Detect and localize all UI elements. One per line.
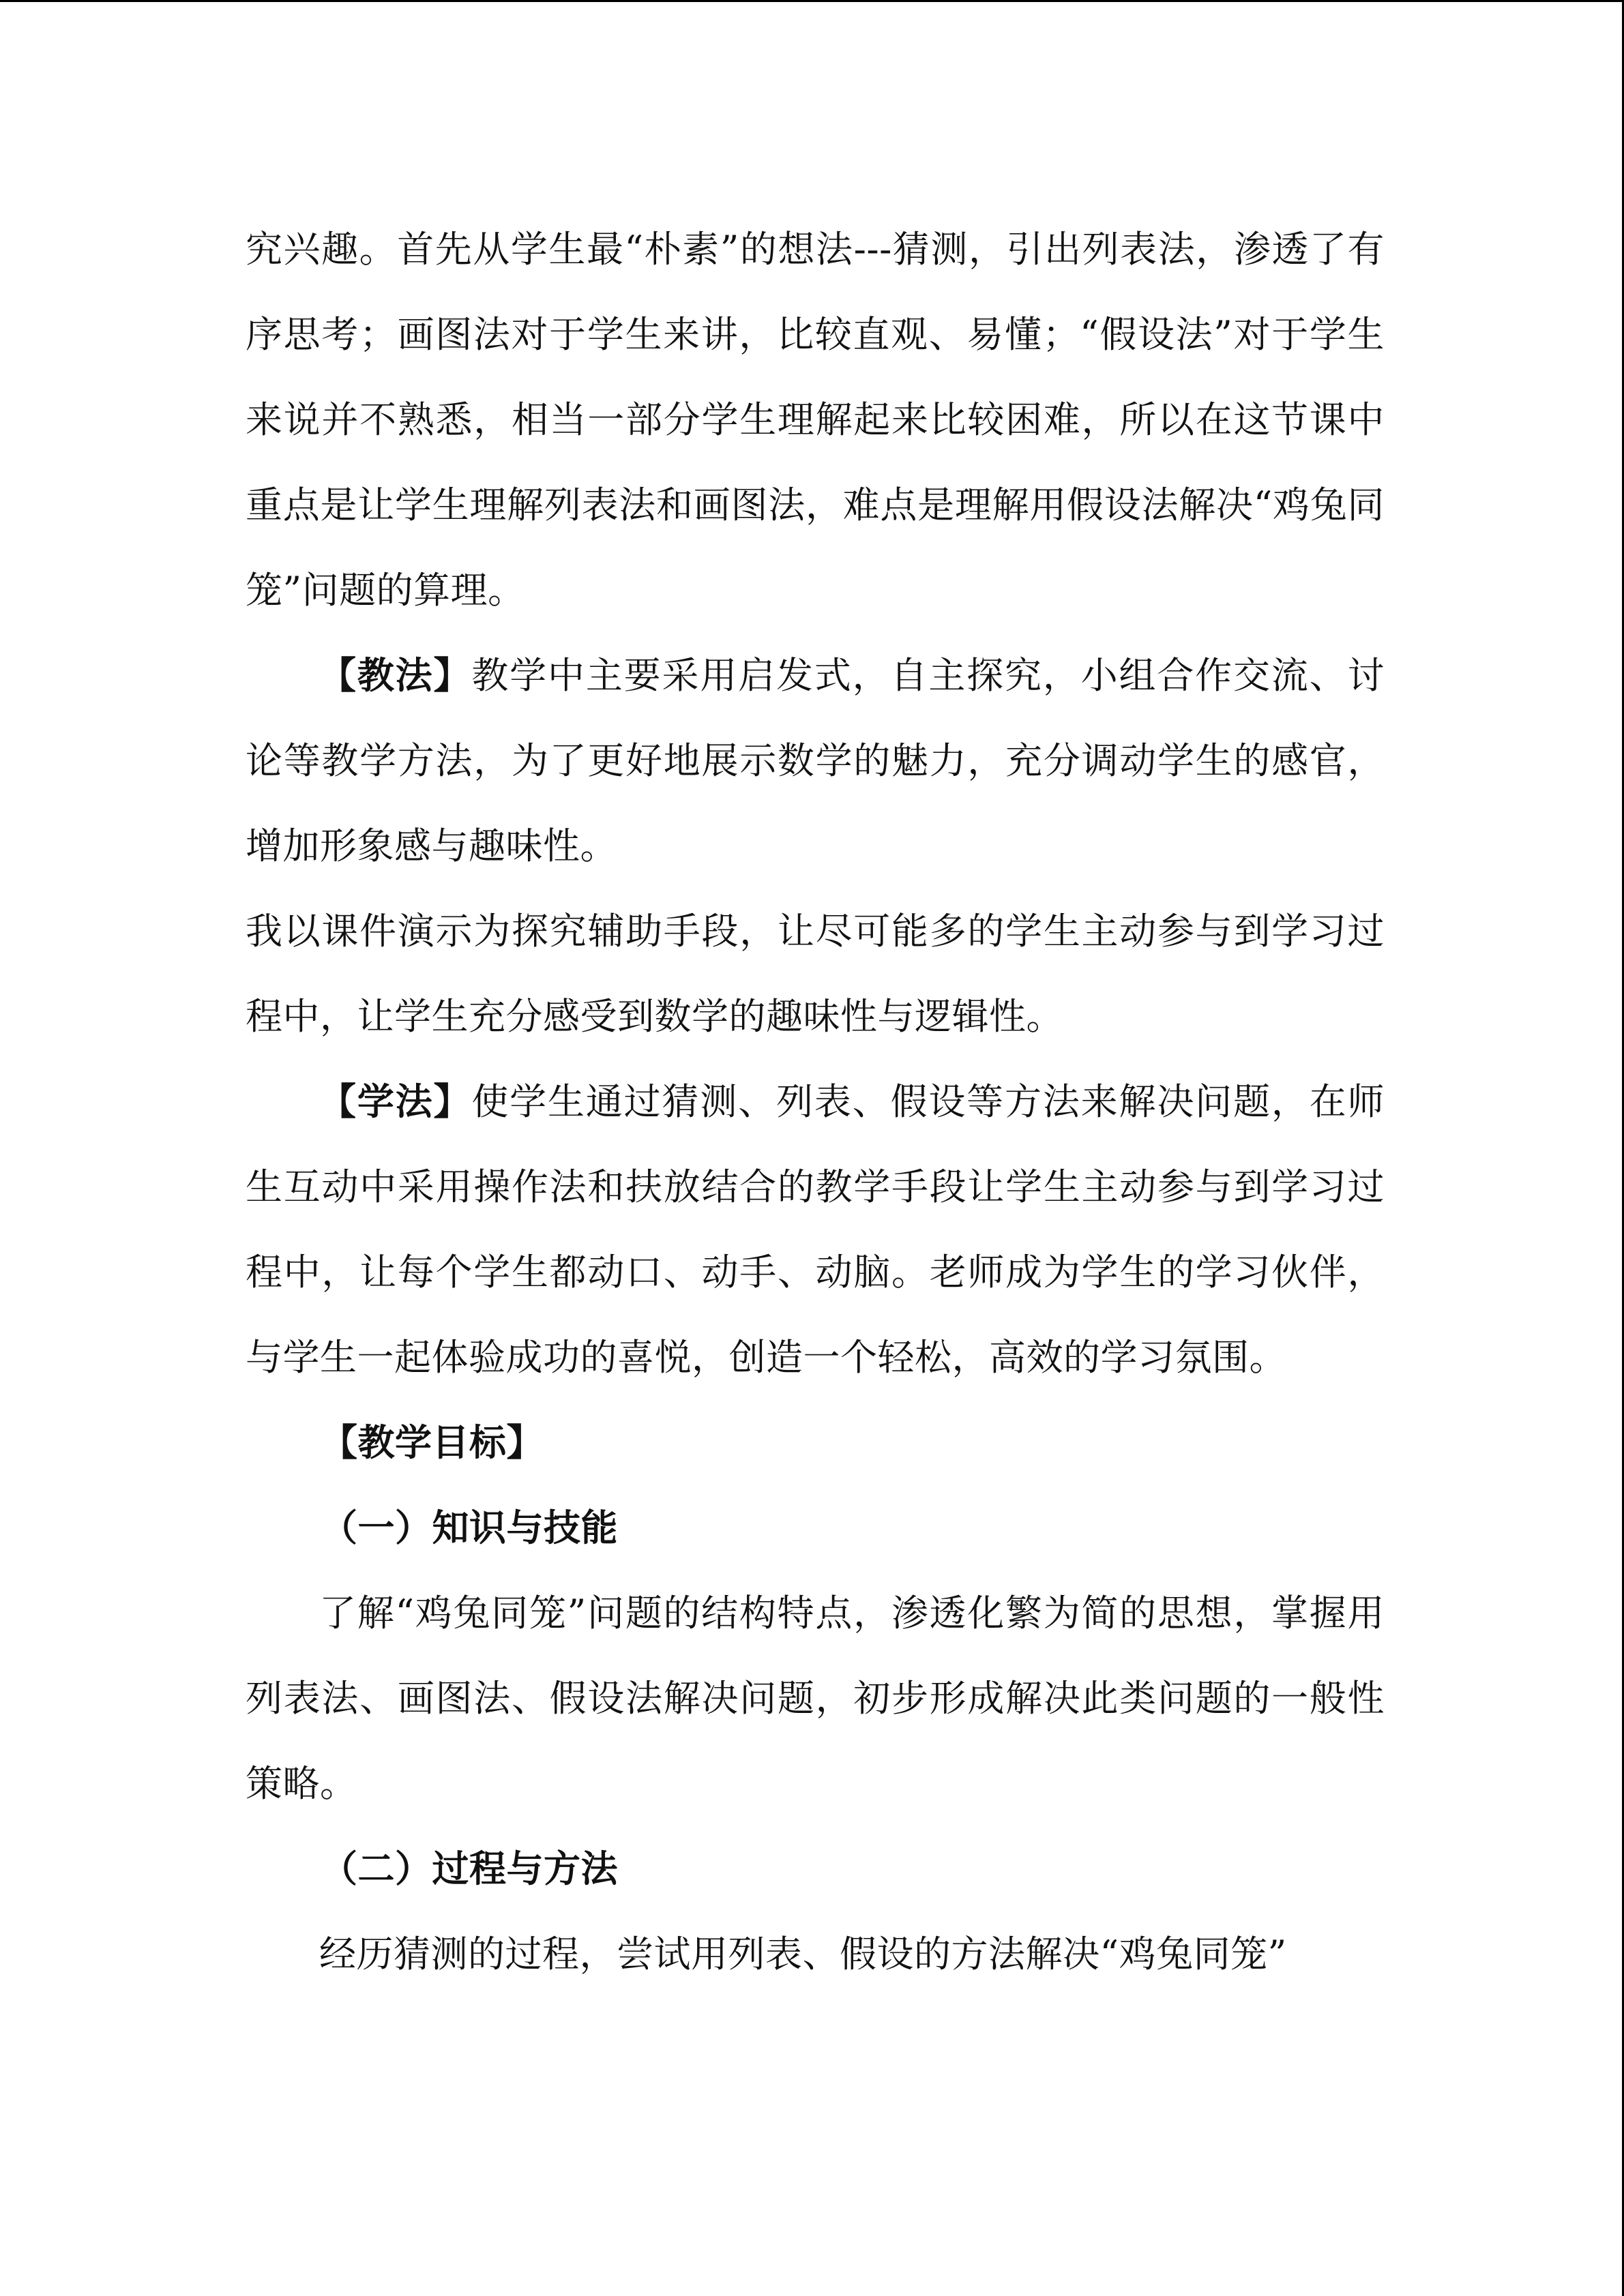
paragraph-courseware-demo: 我以课件演示为探究辅助手段，让尽可能多的学生主动参与到学习过程中，让学生充分感受到数学的趣味性与逻辑性。 [246,910,1385,1038]
paragraph-knowledge-skills: 了解“鸡兔同笼”问题的结构特点，渗透化繁为简的思想，掌握用列表法、画图法、假设法解决问题，初步形成解决此类问题的一般性策略。 [246,1592,1385,1805]
learning-method-label: 【学法】 [319,1079,472,1123]
heading-knowledge-skills: （一）知识与技能 [321,1506,618,1549]
paragraph-key-difficult-points: 究兴趣。首先从学生最“朴素”的想法---猜测，引出列表法，渗透了有序思考；画图法对于学生来讲，比较直观、易懂；“假设法”对于学生来说并不熟悉，相当一部分学生理解起来比较困难，所以在这节课中重点是让学生理解列表法和画图法，难点是理解用假设法解决“鸡兔同笼”问题的算理。 [246,228,1385,612]
paragraph-process-methods: 经历猜测的过程，尝试用列表、假设的方法解决“鸡兔同笼” [319,1933,1287,1976]
learning-method-text: 使学生通过猜测、列表、假设等方法来解决问题，在师生互动中采用操作法和扶放结合的教学手段让学生主动参与到学习过程中，让每个学生都动口、动手、动脑。老师成为学生的学习伙伴，与学生一起体验成功的喜悦，创造一个轻松，高效的学习氛围。 [246,1080,1385,1379]
teaching-method-text: 教学中主要采用启发式，自主探究，小组合作交流、讨论等教学方法，为了更好地展示数学的魅力，充分调动学生的感官，增加形象感与趣味性。 [246,654,1385,867]
teaching-method-label: 【教法】 [319,653,472,697]
heading-teaching-objectives: 【教学目标】 [321,1420,544,1464]
paragraph-teaching-method [246,633,1385,889]
heading-process-methods: （二）过程与方法 [321,1847,618,1890]
document-body [246,207,1385,1997]
paragraph-learning-method [246,1059,1385,1400]
